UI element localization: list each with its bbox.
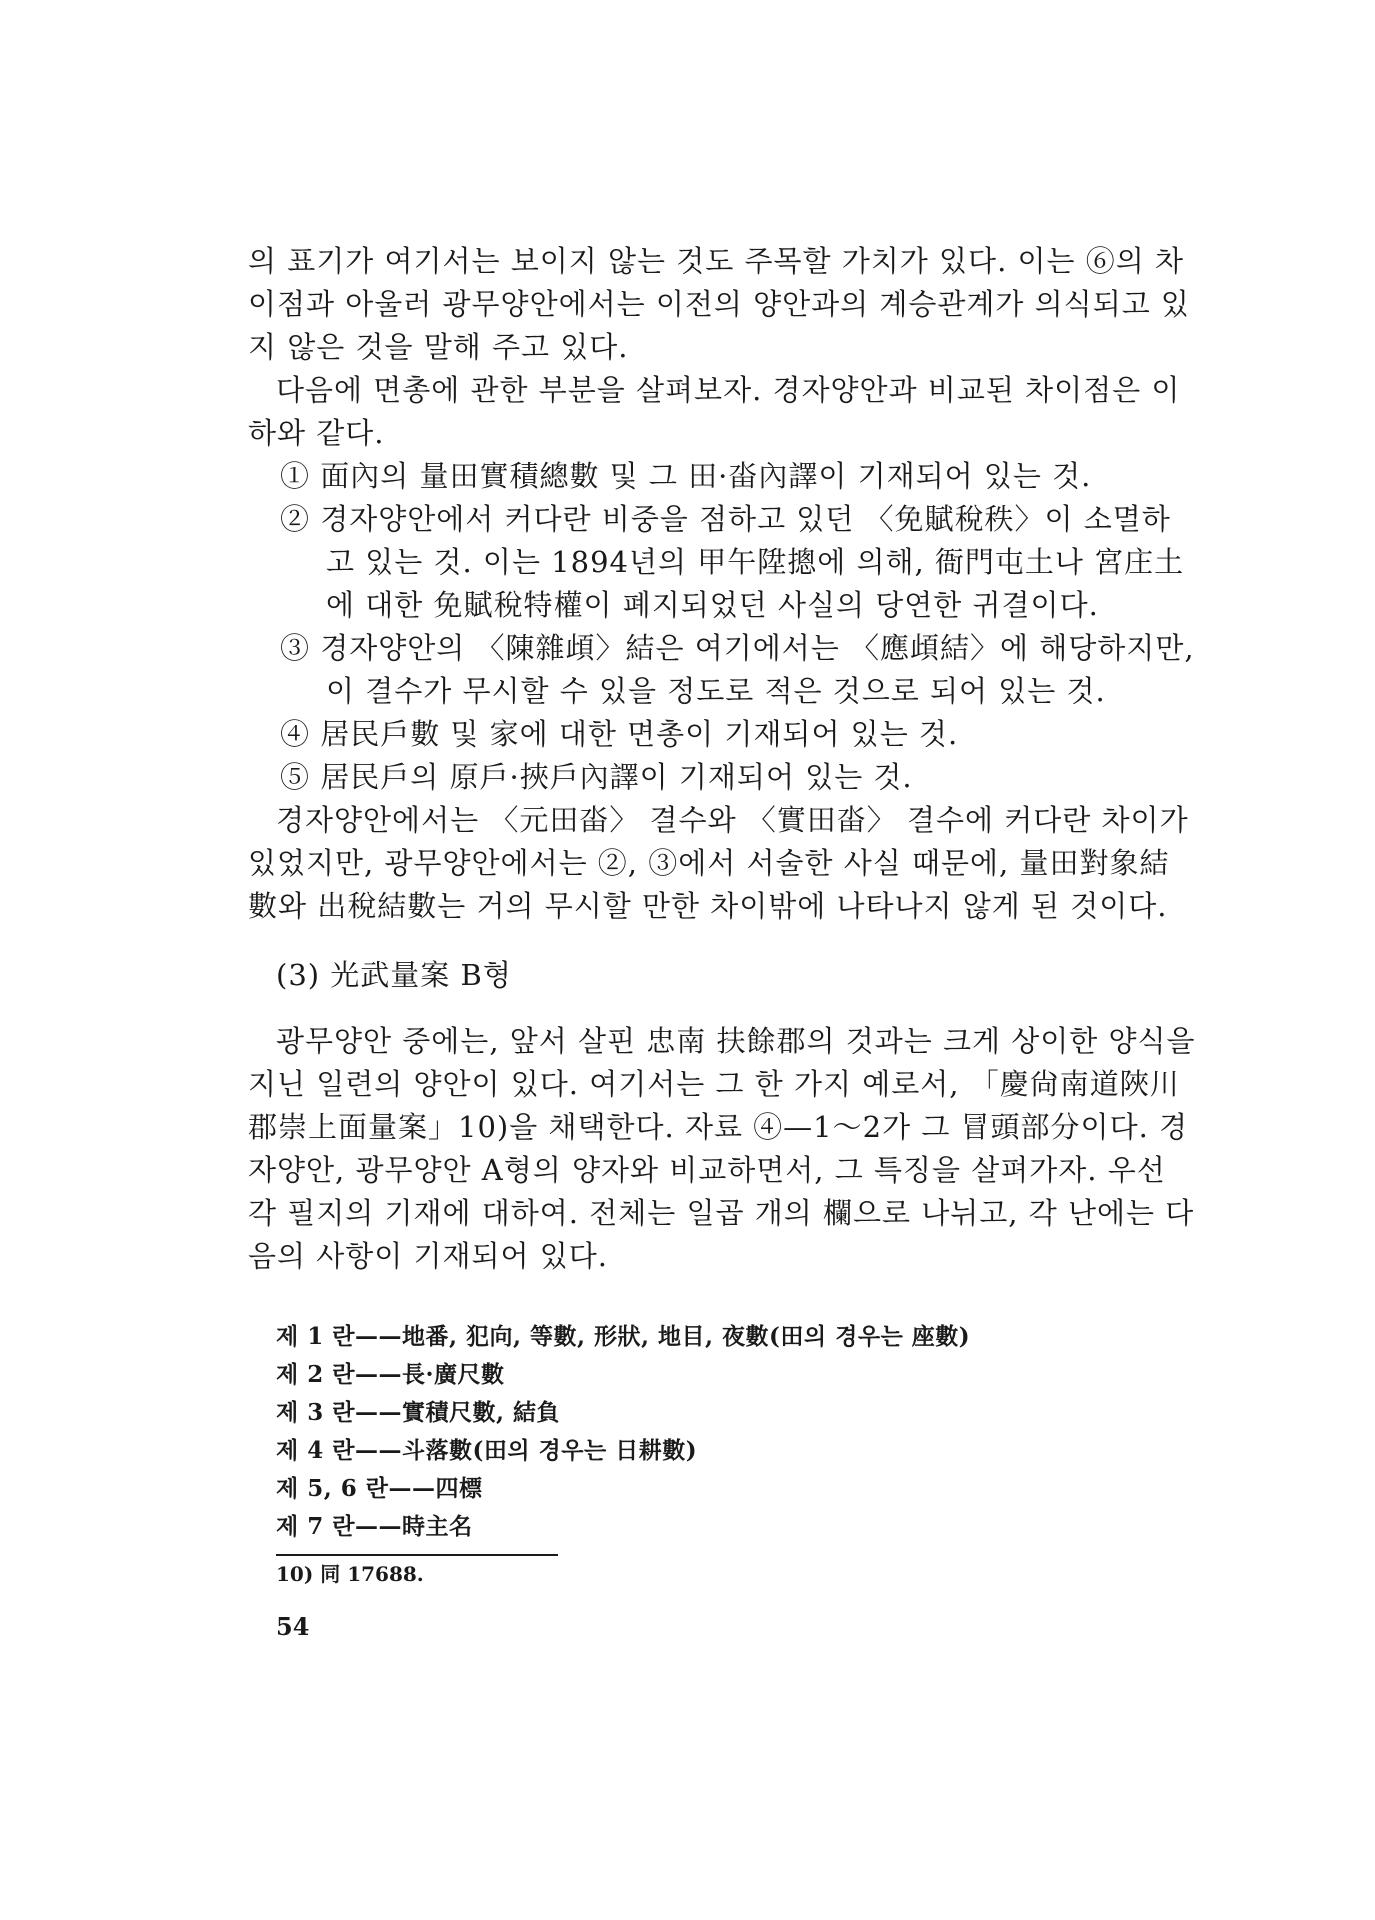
paragraph: 경자양안에서는 〈元田畓〉 결수와 〈實田畓〉 결수에 커다란 차이가 있었지만, 광무양안에서는 ②, ③에서 서술한 사실 때문에, 量田對象結數와 出稅結數는 거의 무시할 만한 차이밖에 나타나지 않게 된 것이다. [248, 803, 1189, 923]
footnote: 10) 同 17688. [276, 1562, 424, 1586]
list-item: ⑤ 居民戶의 原戶·挾戶內譯이 기재되어 있는 것. [280, 760, 913, 794]
paragraph: 광무양안 중에는, 앞서 살핀 忠南 扶餘郡의 것과는 크게 상이한 양식을 지닌 일련의 양안이 있다. 여기서는 그 한 가지 예로서, 「慶尙南道陜川郡崇上面量案」10)을 채택한다. 자료 ④—1～2가 그 冒頭部分이다. 경자양안, 광무양안 A형의 양자와 비교하면서, 그 특징을 살펴가자. 우선 각 필지의 기재에 대하여. 전체는 일곱 개의 欄으로 나뉘고, 각 난에는 다음의 사항이 기재되어 있다. [248, 1024, 1196, 1273]
column-entry: 제 4 란——斗落數(田의 경우는 日耕數) [276, 1437, 698, 1464]
paragraph: 의 표기가 여기서는 보이지 않는 것도 주목할 가치가 있다. 이는 ⑥의 차이점과 아울러 광무양안에서는 이전의 양안과의 계승관계가 의식되고 있지 않은 것을 말해 주고 있다. [248, 244, 1190, 364]
list-item: ④ 居民戶數 및 家에 대한 면총이 기재되어 있는 것. [280, 717, 959, 751]
column-list [276, 1318, 970, 1546]
column-entry: 제 2 란——長·廣尺數 [276, 1361, 505, 1388]
column-entry: 제 7 란——時主名 [276, 1513, 473, 1540]
column-entry: 제 1 란——地番, 犯向, 等數, 形狀, 地目, 夜數(田의 경우는 座數) [276, 1323, 971, 1350]
column-entry: 제 3 란——實積尺數, 結負 [276, 1399, 560, 1426]
section-heading: (3) 光武量案 B형 [276, 958, 512, 992]
body-text-lower [248, 1020, 1198, 1278]
list-item: ① 面內의 量田實積總數 및 그 田·畓內譯이 기재되어 있는 것. [280, 459, 1092, 493]
page-number: 54 [276, 1612, 310, 1641]
list-item: ② 경자양안에서 커다란 비중을 점하고 있던 〈免賦稅秩〉이 소멸하고 있는 것. 이는 1894년의 甲午陞摠에 의해, 衙門屯土나 宮庄土에 대한 免賦稅特權이 폐지되었던 사실의 당연한 귀결이다. [280, 502, 1185, 622]
column-entry: 제 5, 6 란——四標 [276, 1475, 483, 1502]
body-text-upper [248, 240, 1198, 928]
list-item: ③ 경자양안의 〈陳雜頉〉結은 여기에서는 〈應頉結〉에 해당하지만, 이 결수가 무시할 수 있을 정도로 적은 것으로 되어 있는 것. [280, 631, 1195, 708]
footnote-divider [276, 1554, 558, 1556]
paragraph: 다음에 면총에 관한 부분을 살펴보자. 경자양안과 비교된 차이점은 이하와 같다. [248, 373, 1181, 450]
